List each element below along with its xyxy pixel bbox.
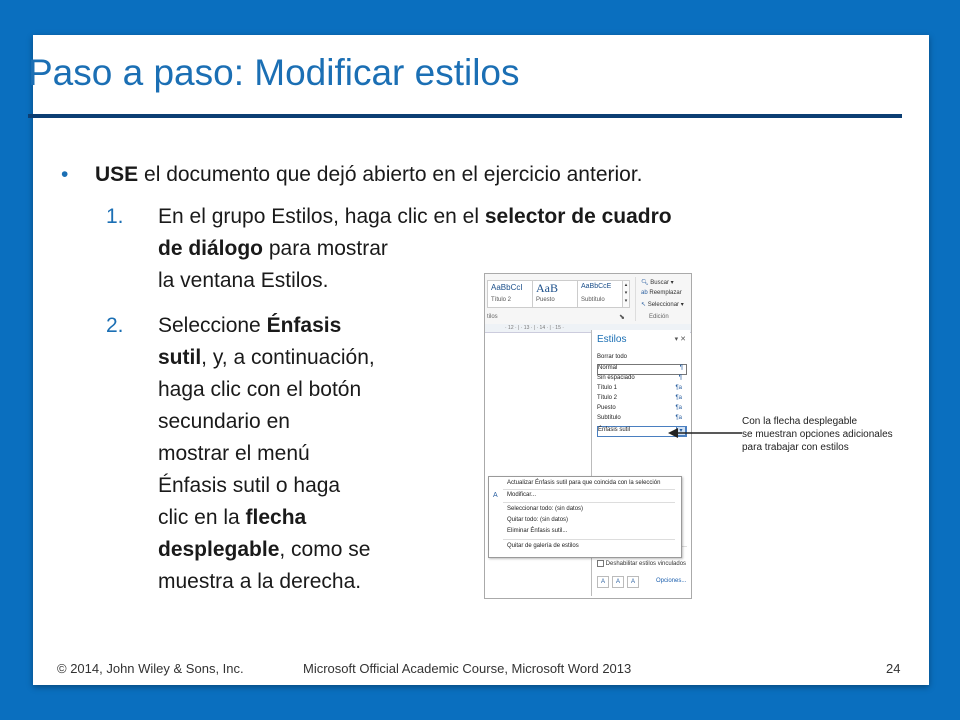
bullet-use (61, 163, 643, 187)
seleccionar-button[interactable]: ↖ Seleccionar ▾ (641, 302, 684, 308)
style-gallery-item[interactable] (577, 280, 623, 308)
style-item[interactable] (597, 405, 685, 414)
menu-separator (503, 539, 675, 540)
step-1-number: 1. (106, 205, 124, 228)
checkbox-box (597, 560, 604, 567)
style-type-icon: ¶a (675, 385, 682, 391)
menu-item-quitar-todo[interactable]: Quitar todo: (sin datos) (507, 517, 569, 523)
gallery-label: Subtítulo (581, 297, 605, 303)
new-style-icon[interactable]: A (597, 576, 609, 588)
callout-line3: para trabajar con estilos (742, 442, 849, 453)
callout-line2: se muestran opciones adicionales (742, 429, 893, 440)
bullet-text: el documento que dejó abierto en el ejercicio anterior. (138, 163, 643, 186)
options-link[interactable]: Opciones... (656, 578, 687, 584)
style-item-label: Subtítulo (597, 415, 621, 421)
style-gallery-item[interactable] (487, 280, 533, 308)
seleccionar-label: Seleccionar (647, 302, 680, 308)
style-type-icon: ¶ (679, 365, 683, 371)
ruler-marks: · 12 · | · 13 · | · 14 · | · 15 · (505, 325, 564, 331)
manage-styles-icon[interactable]: A (627, 576, 639, 588)
style-item-label: Sin espaciado (597, 375, 635, 381)
slide-title: Paso a paso: Modificar estilos (28, 52, 520, 93)
step-2-line3: haga clic con el botón (158, 378, 362, 401)
menu-item-seleccionar-todo[interactable]: Seleccionar todo: (sin datos) (507, 506, 584, 512)
style-item[interactable] (597, 364, 687, 375)
callout-arrow (668, 427, 748, 439)
step-1-line1: En el grupo Estilos, haga clic en el (158, 205, 485, 228)
step-2-line8-bold: desplegable (158, 538, 280, 561)
group-estilos-label: tilos (487, 314, 498, 320)
step-2-line1: Seleccione (158, 314, 267, 337)
dialog-launcher-icon[interactable]: ⬊ (619, 314, 625, 321)
search-icon: 🔍︎ (641, 280, 649, 286)
step-1-line1-bold: selector de cuadro (484, 205, 672, 228)
footer-course: Microsoft Official Academic Course, Microsoft Word 2013 (303, 661, 632, 676)
gallery-sample: AaBbCcI (491, 283, 523, 292)
gallery-label: Puesto (536, 297, 555, 303)
word-screenshot (484, 273, 692, 599)
style-item-label: Título 1 (597, 385, 618, 391)
step-2-line5: mostrar el menú (158, 442, 310, 465)
reemplazar-button[interactable] (641, 290, 682, 296)
callout-line1: Con la flecha desplegable (742, 416, 858, 427)
menu-item-modificar[interactable]: Modificar... (507, 492, 537, 498)
menu-separator (503, 502, 675, 503)
gallery-sample: AaB (536, 281, 558, 295)
style-item-label: Puesto (597, 405, 616, 411)
footer-copyright: © 2014, John Wiley & Sons, Inc. (57, 661, 244, 676)
ribbon (485, 274, 691, 325)
style-item[interactable] (597, 395, 685, 404)
step-2-line1-bold: Énfasis (266, 314, 342, 337)
step-2-line4: secundario en (158, 410, 290, 433)
replace-icon: ab (641, 290, 648, 296)
bullet-dot: • (61, 163, 69, 186)
disable-linked-checkbox[interactable] (597, 560, 686, 567)
dropdown-arrow-icon[interactable]: ▾ (676, 426, 686, 436)
step-2-line8: , como se (279, 538, 371, 561)
menu-item-eliminar[interactable]: Eliminar Énfasis sutil... (507, 528, 568, 534)
styles-pane-title: Estilos (597, 334, 627, 345)
gallery-scroll[interactable]: ▴ ▾ ▾ (622, 280, 630, 308)
step-2-line6: Énfasis sutil o haga (158, 474, 341, 497)
menu-item-quitar-galeria[interactable]: Quitar de galería de estilos (507, 543, 579, 549)
style-gallery-item[interactable] (532, 280, 578, 308)
modify-icon: A (493, 492, 498, 499)
group-edicion-label: Edición (649, 314, 669, 320)
group-divider (635, 277, 636, 321)
reemplazar-label: Reemplazar (649, 290, 682, 296)
style-type-icon: ¶ (678, 375, 682, 381)
buscar-button[interactable]: 🔍︎ Buscar ▾ (641, 280, 674, 286)
pane-controls[interactable]: ▾ ✕ (674, 336, 686, 343)
step-2-line7-bold: flecha (245, 506, 307, 529)
bullet-bold: USE (95, 163, 139, 186)
style-type-icon: ¶a (675, 415, 682, 421)
style-item-label: Título 2 (597, 395, 618, 401)
style-item-label: Borrar todo (597, 354, 628, 360)
style-item-label: Énfasis sutil (598, 427, 631, 433)
step-1-line2-bold: de diálogo (158, 237, 263, 260)
callout-text (742, 415, 893, 454)
step-2-line7: clic en la (158, 506, 246, 529)
step-2-line2: , y, a continuación, (201, 346, 375, 369)
gallery-label: Título 2 (491, 297, 512, 303)
style-item[interactable] (597, 354, 685, 363)
context-menu (488, 476, 682, 558)
style-item-label: Normal (598, 365, 618, 371)
buscar-label: Buscar (650, 280, 669, 286)
select-icon: ↖ (641, 302, 647, 308)
title-underline (28, 114, 902, 118)
footer-page-number: 24 (886, 661, 901, 676)
menu-item-actualizar[interactable]: Actualizar Énfasis sutil para que coincida con la selección (507, 480, 661, 486)
style-item[interactable] (597, 385, 685, 394)
step-2 (106, 310, 375, 598)
gallery-sample: AaBbCcE (581, 283, 612, 290)
style-item[interactable] (597, 375, 685, 384)
style-type-icon: ¶a (675, 395, 682, 401)
style-item[interactable] (597, 415, 685, 424)
style-type-icon: ¶a (675, 405, 682, 411)
disable-linked-label: Deshabilitar estilos vinculados (605, 561, 687, 568)
step-2-line9: muestra a la derecha. (158, 570, 362, 593)
step-2-number: 2. (106, 314, 124, 337)
menu-separator (503, 489, 675, 490)
step-1-line3: la ventana Estilos. (158, 269, 329, 292)
step-2-line2-bold: sutil (158, 346, 202, 369)
step-1-line2: para mostrar (263, 237, 388, 260)
style-inspector-icon[interactable]: A (612, 576, 624, 588)
